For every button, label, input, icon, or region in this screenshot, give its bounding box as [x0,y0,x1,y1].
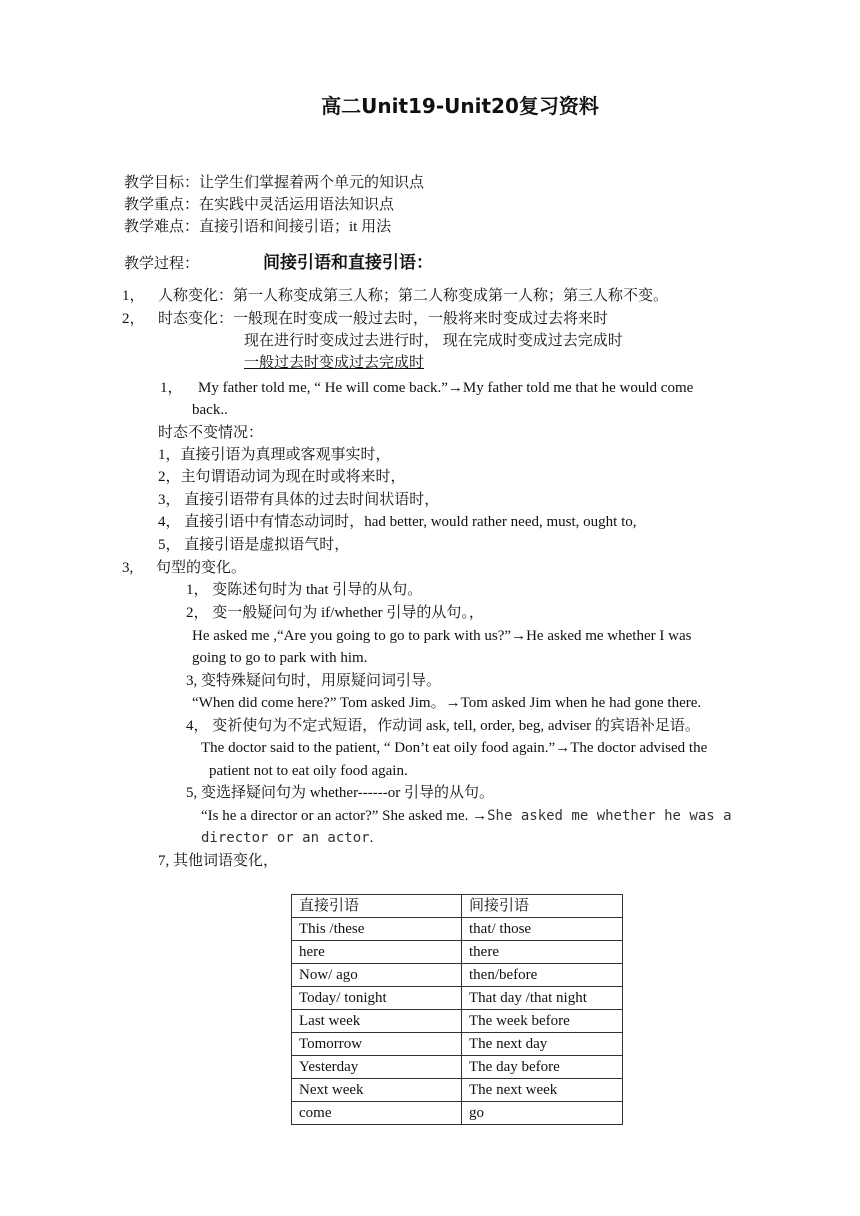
table-cell-direct: Now/ ago [292,964,462,987]
sentence-change-4-example: The doctor said to the patient, “ Don’t eat oily food again.”→The doctor advised the [201,740,708,756]
table-cell-direct: Yesterday [292,1056,462,1079]
item-3-text: 句型的变化。 [156,560,247,576]
item-2-number: 2， [122,311,145,327]
item-2-line-3: 一般过去时变成过去完成时 [244,355,425,371]
table-cell-indirect: then/before [462,964,623,987]
table-cell-direct: Next week [292,1079,462,1102]
unchanged-case-3: 3， 直接引语带有具体的过去时间状语时， [158,492,440,508]
item-3-number: 3, [122,560,134,576]
table-row [292,1102,623,1125]
sentence-change-3: 3, 变特殊疑问句时，用原疑问词引导。 [186,673,442,689]
unchanged-case-4: 4， 直接引语中有情态动词时，had better, would rather need, must, ought to, [158,514,637,530]
table-row [292,1056,623,1079]
table-cell-indirect: The week before [462,1010,623,1033]
table-cell-indirect: that/ those [462,918,623,941]
unchanged-case-1: 1，直接引语为真理或客观事实时， [158,447,391,463]
table-header-indirect: 间接引语 [462,895,623,918]
table-row [292,1010,623,1033]
item-1-number: 1， [122,288,145,304]
table-header-direct: 直接引语 [292,895,462,918]
sentence-change-4: 4， 变祈使句为不定式短语，作动词 ask, tell, order, beg, adviser 的宾语补足语。 [186,718,700,734]
unchanged-tense-title: 时态不变情况： [158,425,264,441]
unchanged-case-5: 5， 直接引语是虚拟语气时， [158,537,350,553]
table-cell-indirect: The next week [462,1079,623,1102]
page-title: 高二Unit19-Unit20复习资料 [321,94,599,118]
teaching-difficulty: 教学难点：直接引语和间接引语；it 用法 [124,219,392,235]
sentence-change-4-example-cont: patient not to eat oily food again. [209,763,408,779]
sentence-change-1: 1， 变陈述句时为 that 引导的从句。 [186,582,423,598]
sentence-change-2-example: He asked me ,“Are you going to go to park with us?”→He asked me whether I was [192,628,692,644]
table-cell-indirect: The next day [462,1033,623,1056]
table-cell-direct: This /these [292,918,462,941]
table-cell-direct: Last week [292,1010,462,1033]
table-row [292,1033,623,1056]
unchanged-case-2: 2，主句谓语动词为现在时或将来时， [158,469,406,485]
word-change-table [291,894,623,1125]
sentence-change-5: 5, 变选择疑问句为 whether------or 引导的从句。 [186,785,494,801]
example-1-number: 1， [160,380,183,396]
example-1-text: My father told me, “ He will come back.”→My father told me that he would come [198,380,694,396]
table-cell-indirect: The day before [462,1056,623,1079]
table-cell-direct: come [292,1102,462,1125]
table-header-row [292,895,623,918]
sentence-change-5-example-cont [201,827,373,849]
table-cell-direct: Tomorrow [292,1033,462,1056]
table-cell-indirect: go [462,1102,623,1125]
sentence-change-5-example-period: . [369,830,374,846]
section-heading: 间接引语和直接引语： [263,253,433,273]
table-cell-indirect: That day /that night [462,987,623,1010]
table-cell-indirect: there [462,941,623,964]
process-label: 教学过程： [124,256,200,272]
item-2-text: 时态变化：一般现在时变成一般过去时，一般将来时变成过去将来时 [158,311,609,327]
sentence-change-5-example-indirect-cont: director or an actor [201,830,370,846]
table-row [292,987,623,1010]
sentence-change-5-example-indirect: She asked me whether he was a [487,808,732,824]
item-2-line-2: 现在进行时变成过去进行时， 现在完成时变成过去完成时 [244,333,623,349]
sentence-change-5-example [201,805,732,827]
teaching-focus: 教学重点：在实践中灵活运用语法知识点 [124,197,395,213]
table-row [292,1079,623,1102]
item-1-text: 人称变化：第一人称变成第三人称；第二人称变成第一人称；第三人称不变。 [158,288,669,304]
table-row [292,964,623,987]
teaching-objective: 教学目标：让学生们掌握着两个单元的知识点 [124,175,425,191]
table-row [292,941,623,964]
sentence-change-2: 2， 变一般疑问句为 if/whether 引导的从句。， [186,605,484,621]
item-7-other-words: 7, 其他词语变化， [158,853,279,869]
sentence-change-3-example: “When did come here?” Tom asked Jim。→Tom asked Jim when he had gone there. [192,695,702,711]
sentence-change-5-example-direct: “Is he a director or an actor?” She asked me. → [201,808,488,824]
table-row [292,918,623,941]
table-cell-direct: Today/ tonight [292,987,462,1010]
sentence-change-2-example-cont: going to go to park with him. [192,650,368,666]
example-1-continuation: back.. [192,402,228,418]
table-cell-direct: here [292,941,462,964]
